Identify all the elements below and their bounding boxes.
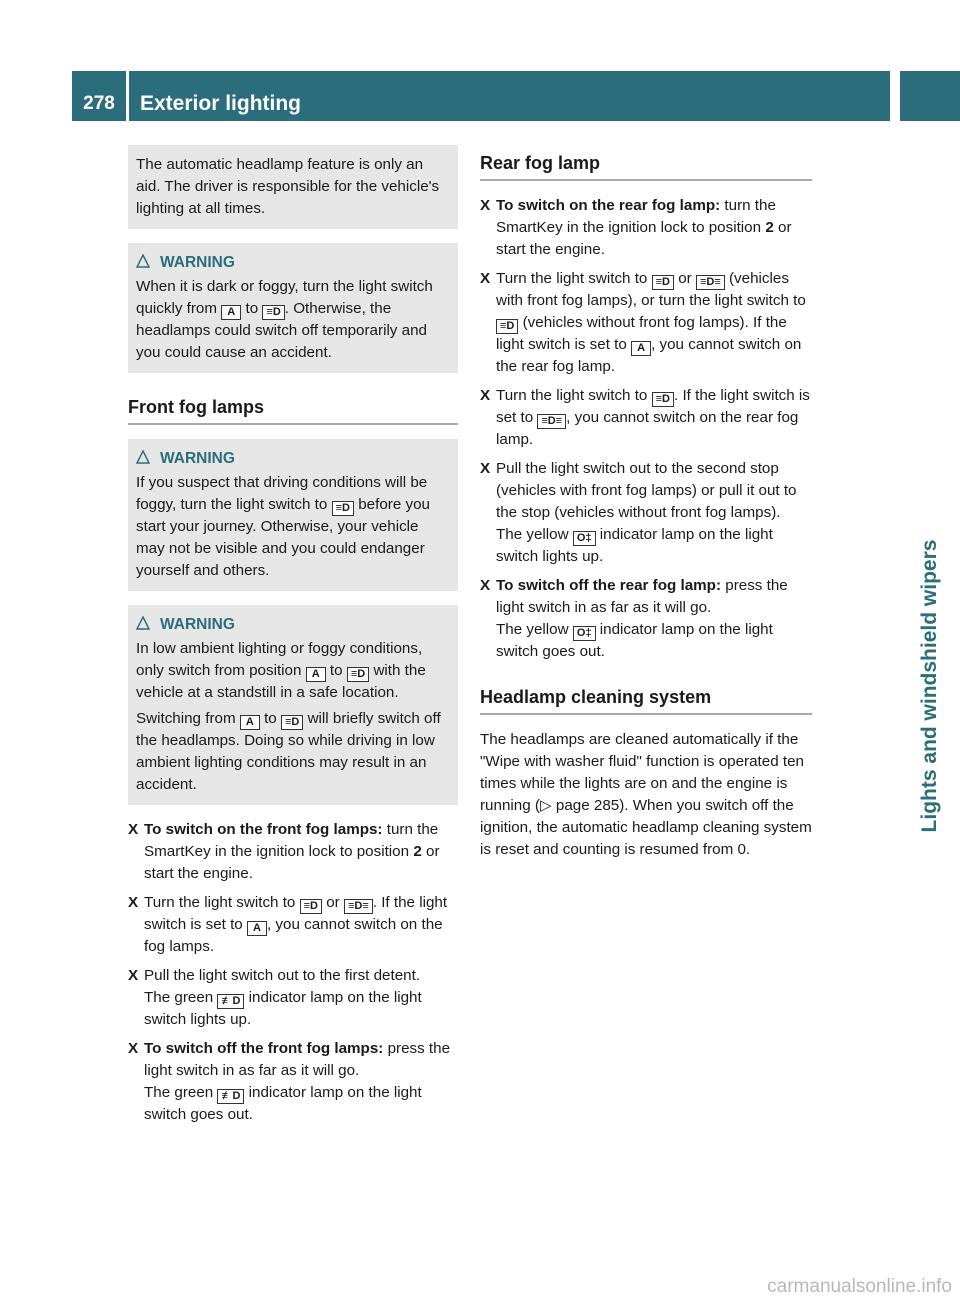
page-number: 278: [83, 93, 115, 114]
step-text: Turn the light switch to: [144, 894, 296, 911]
step-text: Turn the light switch to: [496, 270, 648, 287]
w3-text-c: with the vehicle at a standstill in a safe location.: [136, 662, 426, 701]
warning-triangle-icon: [136, 450, 150, 464]
w3-text-b: to: [329, 662, 343, 679]
front-fog-indicator-icon: ≢D: [217, 1089, 244, 1104]
w3-text-e: to: [264, 710, 277, 727]
step-position-number: 2: [413, 843, 422, 860]
step-text: or start the engine.: [496, 219, 792, 258]
step-text: . If the light switch is set to: [496, 387, 810, 426]
low-beam-icon: ≡D: [300, 899, 322, 914]
rear-fog-indicator-icon: O‡: [573, 626, 596, 641]
w3-text-d: Switching from: [136, 710, 236, 727]
footer-watermark: carmanualsonline.info: [767, 1276, 952, 1297]
side-tab-label-wrap: [902, 526, 958, 846]
step-text: The green: [144, 1084, 214, 1101]
step-marker-icon: X: [128, 1040, 139, 1057]
auto-light-icon: A: [221, 305, 241, 320]
w1-text-c: . Otherwise, the headlamps could switch off temporarily and you could cause an accident.: [136, 300, 427, 361]
warning-heading: [136, 614, 450, 636]
step-text: turn the SmartKey in the ignition lock to position: [496, 197, 776, 236]
step-text: indicator lamp on the light switch lights up.: [496, 526, 773, 565]
cleaning-text-b: page 285). When you switch off the ignition, the automatic headlamp cleaning system is reset and counting is resumed from 0.: [480, 797, 812, 858]
warning-label: WARNING: [160, 254, 235, 271]
low-beam-icon: ≡D: [332, 501, 354, 516]
step-text: press the light switch in as far as it will go.: [496, 577, 788, 616]
step-text: or start the engine.: [144, 843, 440, 882]
step-item: [480, 458, 812, 568]
step-item: [480, 268, 812, 378]
warning-heading: [136, 252, 450, 274]
step-bold-lead: To switch on the front fog lamps:: [144, 821, 383, 838]
warning-text: [136, 472, 450, 582]
step-marker-icon: X: [480, 387, 491, 404]
section-heading-rear-fog: Rear fog lamp: [480, 151, 812, 181]
fog-lamp-icon: ≡D≡: [344, 899, 373, 914]
warning-box-2: [128, 439, 458, 591]
step-text: . If the light switch is set to: [144, 894, 448, 933]
cleaning-paragraph: [480, 729, 812, 861]
step-text: press the light switch in as far as it will go.: [144, 1040, 451, 1079]
right-column: [480, 145, 812, 861]
rear-fog-indicator-icon: O‡: [573, 531, 596, 546]
section-heading-front-fog: Front fog lamps: [128, 395, 458, 425]
step-item: [480, 575, 812, 663]
auto-light-icon: A: [306, 667, 326, 682]
step-text: indicator lamp on the light switch lights up.: [144, 989, 422, 1028]
step-text: , you cannot switch on the fog lamps.: [144, 916, 443, 955]
side-tab-marker: [900, 71, 960, 121]
step-text: , you cannot switch on the rear fog lamp.: [496, 336, 802, 375]
step-item: [128, 819, 458, 885]
step-item: [128, 965, 458, 1031]
w1-text-a: When it is dark or foggy, turn the light switch quickly from: [136, 278, 433, 317]
w1-text-b: to: [245, 300, 259, 317]
step-text: The yellow: [496, 621, 569, 638]
step-text: or: [326, 894, 340, 911]
fog-lamp-icon: ≡D≡: [696, 275, 725, 290]
step-text: or: [678, 270, 692, 287]
w2-text-b: before you start your journey. Otherwise, your vehicle may not be visible and you could endanger yourself and others.: [136, 496, 430, 579]
low-beam-icon: ≡D: [281, 715, 303, 730]
warning-triangle-icon: [136, 616, 150, 630]
step-text: indicator lamp on the light switch goes out.: [496, 621, 773, 660]
warning-text-1: [136, 638, 450, 704]
w3-text-a: In low ambient lighting or foggy conditions, only switch from position: [136, 640, 423, 679]
w2-text-a: If you suspect that driving conditions will be foggy, turn the light switch to: [136, 474, 428, 513]
side-tab-label: Lights and windshield wipers: [918, 539, 941, 833]
step-text: indicator lamp on the light switch goes out.: [144, 1084, 422, 1123]
step-text: turn the SmartKey in the ignition lock to position: [144, 821, 439, 860]
step-bold-lead: To switch on the rear fog lamp:: [496, 197, 721, 214]
chapter-side-tab: [900, 71, 960, 1302]
w3-text-f: will briefly switch off the headlamps. Doing so while driving in low ambient lighting conditions may result in an accident.: [136, 710, 441, 793]
low-beam-icon: ≡D: [347, 667, 369, 682]
step-text: Pull the light switch out to the second stop (vehicles with front fog lamps) or pull it out to the stop (vehicles without front fog lamps).: [496, 460, 797, 521]
page-reference-arrow-icon: ▷: [539, 797, 552, 814]
front-fog-indicator-icon: ≢D: [217, 994, 244, 1009]
step-marker-icon: X: [128, 821, 139, 838]
low-beam-icon: ≡D: [496, 319, 518, 334]
step-text: , you cannot switch on the rear fog lamp.: [496, 409, 799, 448]
auto-light-icon: A: [247, 921, 267, 936]
cleaning-text-a: The headlamps are cleaned automatically if the "Wipe with washer fluid" function is operated ten times while the lights are on and the engine is running (: [480, 731, 804, 814]
step-item: [480, 385, 812, 451]
step-item: [480, 195, 812, 261]
low-beam-icon: ≡D: [262, 305, 284, 320]
step-bold-lead: To switch off the rear fog lamp:: [496, 577, 722, 594]
step-text: The yellow: [496, 526, 569, 543]
step-text: The green: [144, 989, 214, 1006]
info-box: [128, 145, 458, 229]
step-marker-icon: X: [480, 197, 491, 214]
step-marker-icon: X: [128, 967, 139, 984]
warning-triangle-icon: [136, 254, 150, 268]
step-bold-lead: To switch off the front fog lamps:: [144, 1040, 384, 1057]
step-item: [128, 1038, 458, 1126]
step-text: Pull the light switch out to the first detent.: [144, 967, 421, 984]
warning-label: WARNING: [160, 450, 235, 467]
warning-text-2: [136, 708, 450, 796]
low-beam-icon: ≡D: [652, 392, 674, 407]
step-text: Turn the light switch to: [496, 387, 648, 404]
auto-light-icon: A: [631, 341, 651, 356]
warning-text: [136, 276, 450, 364]
step-text: (vehicles with front fog lamps), or turn the light switch to: [496, 270, 806, 309]
low-beam-icon: ≡D: [652, 275, 674, 290]
step-marker-icon: X: [480, 577, 491, 594]
page-title: Exterior lighting: [140, 92, 302, 115]
step-marker-icon: X: [480, 460, 491, 477]
section-heading-headlamp-cleaning: Headlamp cleaning system: [480, 685, 812, 715]
fog-lamp-icon: ≡D≡: [537, 414, 566, 429]
warning-box-1: [128, 243, 458, 373]
left-column: [128, 145, 458, 1133]
warning-heading: [136, 448, 450, 470]
step-position-number: 2: [765, 219, 774, 236]
header-divider: [126, 71, 129, 121]
step-item: [128, 892, 458, 958]
step-marker-icon: X: [128, 894, 139, 911]
auto-light-icon: A: [240, 715, 260, 730]
info-text: The automatic headlamp feature is only an aid. The driver is responsible for the vehicle's lighting at all times.: [136, 156, 440, 217]
warning-label: WARNING: [160, 616, 235, 633]
page-header: [72, 71, 890, 121]
step-text: (vehicles without front fog lamps). If the light switch is set to: [496, 314, 787, 353]
step-marker-icon: X: [480, 270, 491, 287]
warning-box-3: [128, 605, 458, 805]
